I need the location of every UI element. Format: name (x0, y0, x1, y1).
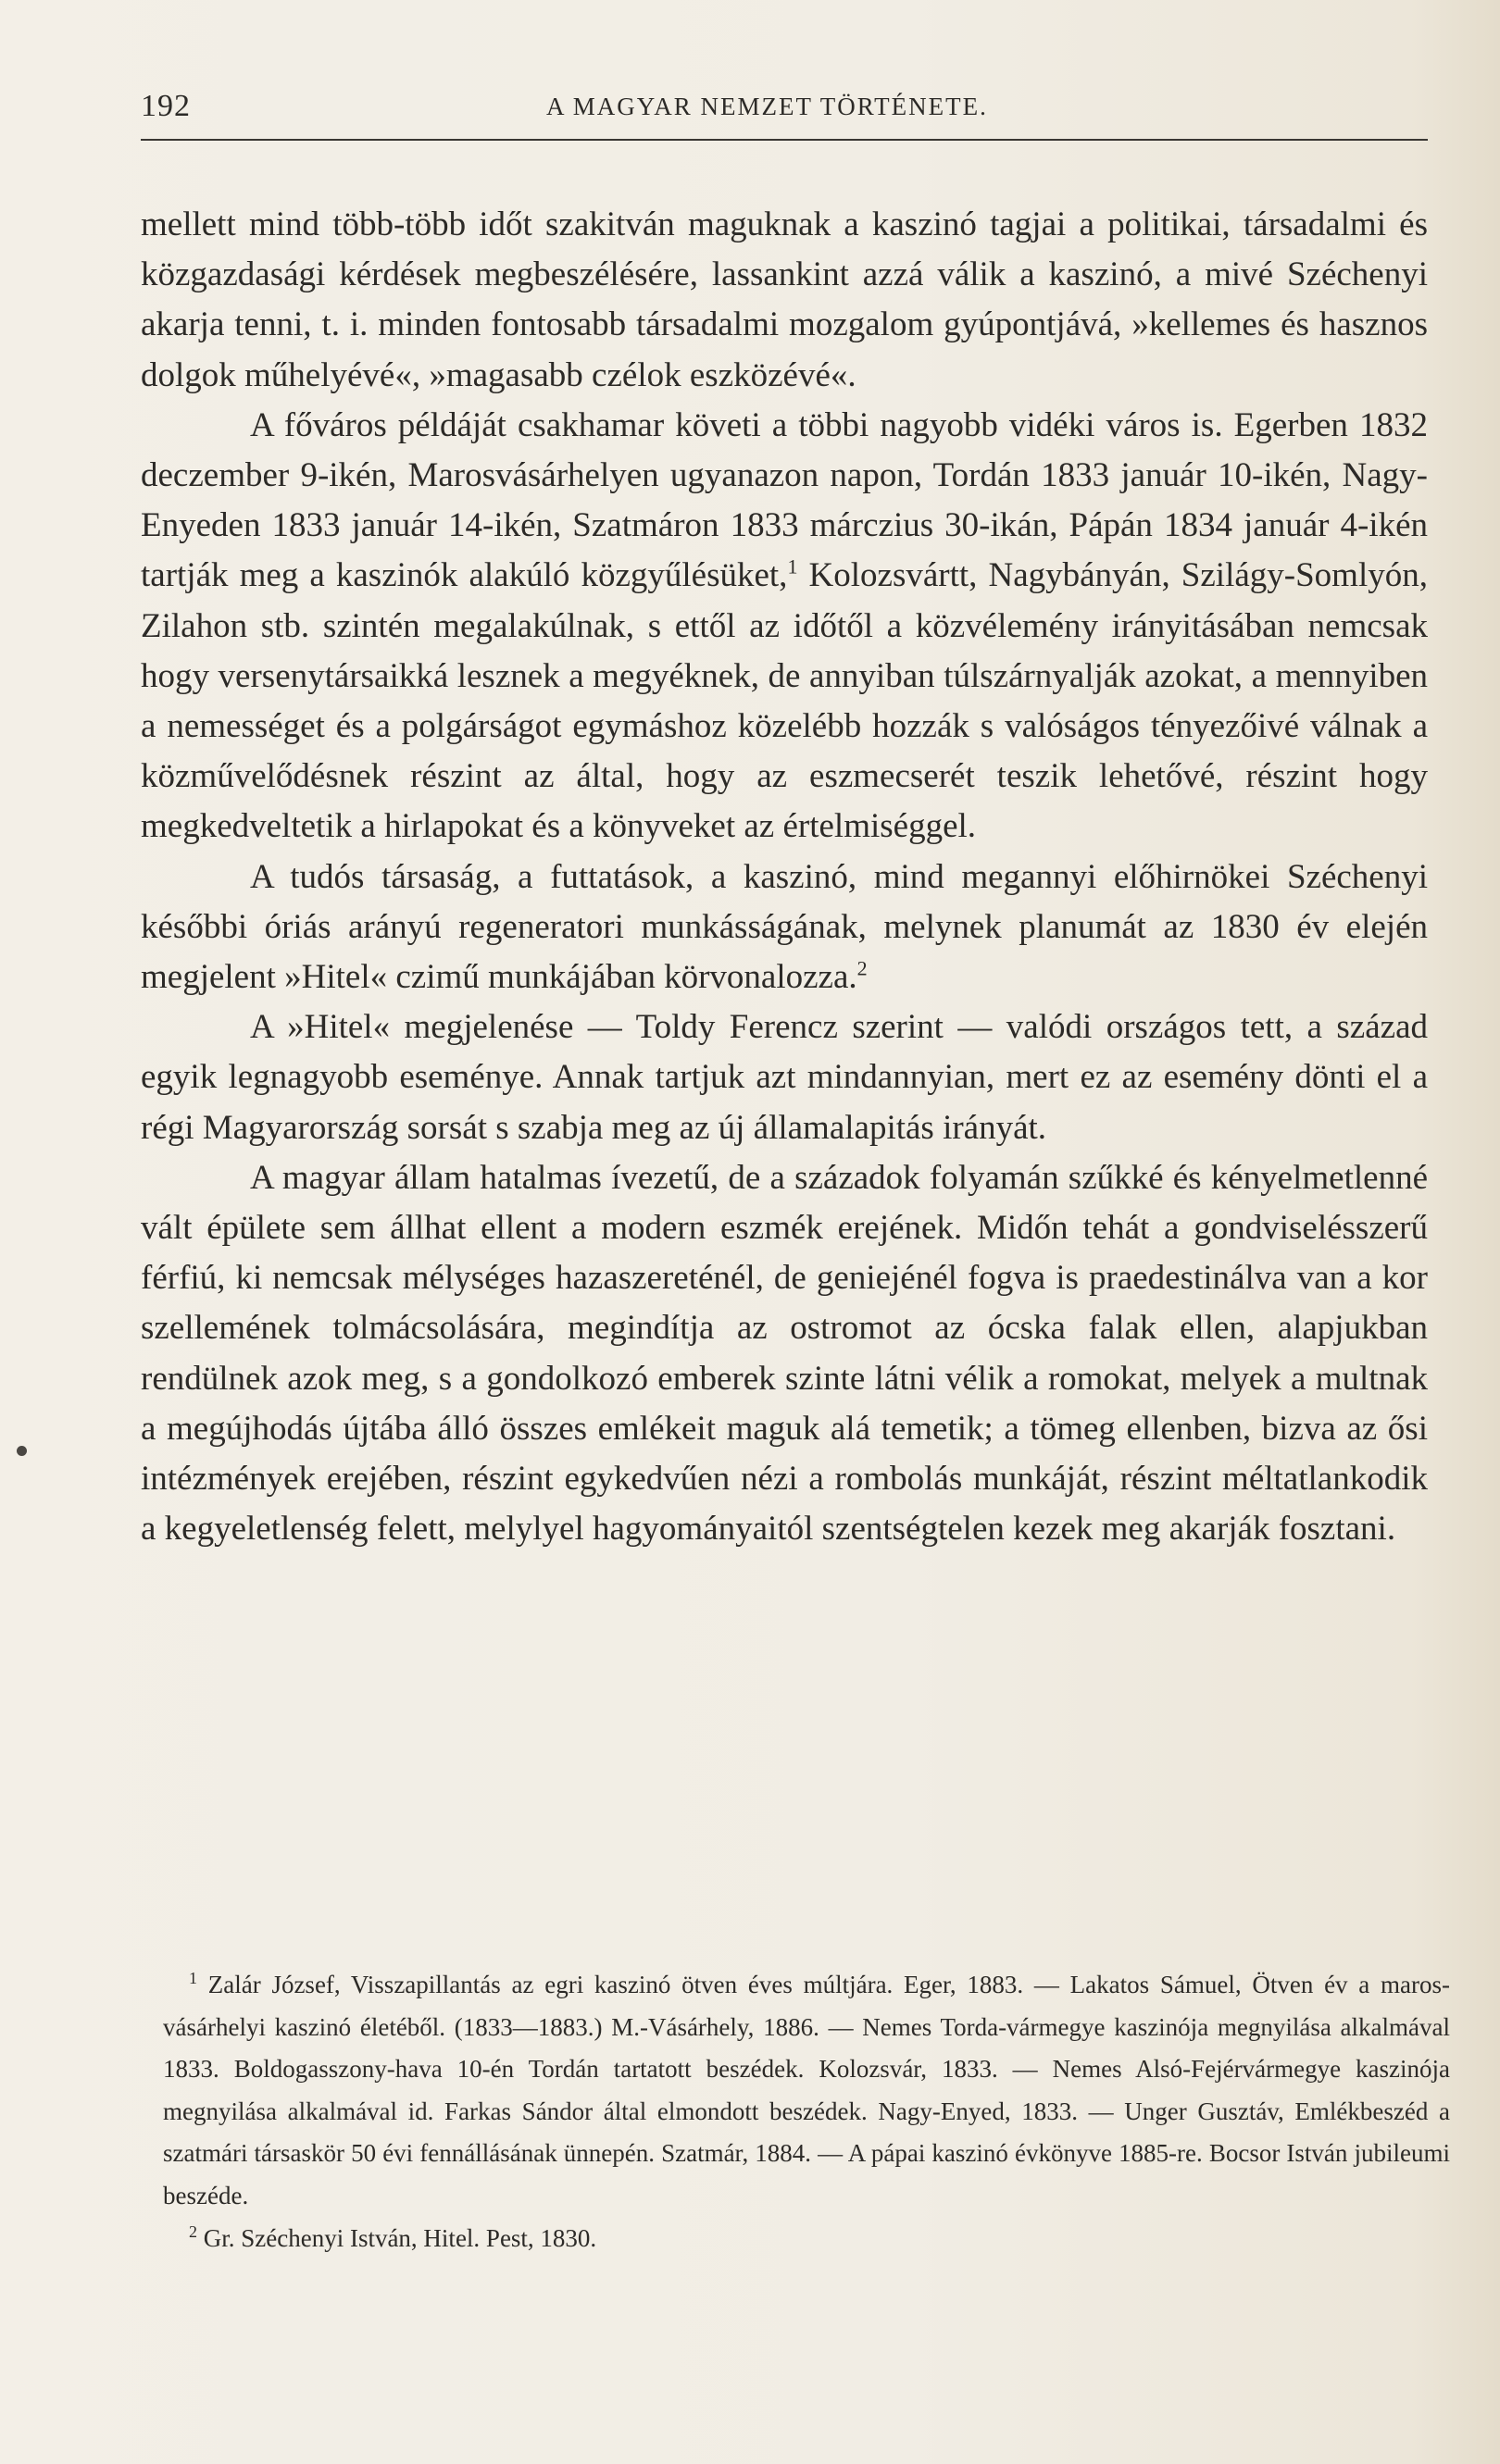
paragraph-4: A »Hitel« megjelenése — Toldy Ferencz szerint — valódi országos tett, a század egyik legnagyobb eseménye. Annak tartjuk azt mindannyian, mert ez az esemény dönti el a régi Magyarország sorsát s szabja meg az új államalapitás irányát. (141, 1008, 1428, 1147)
footnote-mark-2: 2 (189, 2221, 197, 2241)
paragraph-3 (141, 852, 1428, 1003)
paragraph-2 (141, 401, 1428, 852)
footnote-mark-1: 1 (189, 1969, 197, 1987)
footnote-2 (163, 2218, 1450, 2260)
paragraph-3-text: A tudós társaság, a futtatások, a kaszinó, mind megannyi előhirnökei Széchenyi későbbi óriás arányú regeneratori munkásságának, melynek planumát az 1830 év elején megjelent »Hitel« czimű munkájában körvonalozza. (141, 857, 1428, 997)
footnote-ref-1: 1 (787, 555, 798, 579)
footnote-ref-2: 2 (856, 956, 868, 980)
footnote-1 (163, 1964, 1450, 2218)
paragraph-1: mellett mind több-több időt szakitván maguknak a kaszinó tagjai a politikai, társadalmi és közgazdasági kérdések megbeszélésére, lassankint azzá válik a kaszinó, a mivé Széchenyi akarja tenni, t. i. minden fontosabb társadalmi mozgalom gyúpontjává, »kellemes és hasznos dolgok műhelyévé«, »magasabb czélok eszközévé«. (141, 205, 1428, 394)
footnotes (163, 1964, 1450, 2259)
page-number: 192 (141, 89, 191, 123)
running-head (141, 89, 1428, 133)
header-rule (141, 139, 1428, 141)
paragraph-5: A magyar állam hatalmas ívezetű, de a századok folyamán szűkké és kényelmetlenné vált épülete sem állhat ellent a modern eszmék erejének. Midőn tehát a gondviselésszerű férfiú, ki nemcsak mélységes hazaszereténél, de geniejénél fogva is praedestinálva van a kor szellemének tolmácsolására, megindítja az ostromot az ócska falak ellen, alapjukban rendülnek azok meg, s a gondolkozó emberek szinte látni vélik a romokat, melyek a multnak a megújhodás újtába álló összes emlékeit maguk alá temetik; a tömeg ellenben, bizva az ősi intézmények erejében, részint egykedvűen nézi a rombolás munkáját, részint méltatlankodik a kegyeletlenség felett, melylyel hagyományaitól szentségtelen kezek meg akarják fosztani. (141, 1158, 1428, 1549)
margin-ink-dot (17, 1446, 27, 1456)
footnote-1-text: Zalár József, Visszapillantás az egri kaszinó ötven éves múltjára. Eger, 1883. — Lakatos Sámuel, Ötven év a maros-vásárhelyi kaszinó életéből. (1833—1883.) M.-Vásárhely, 1886. — Nemes Torda-vármegye kaszinója megnyilása alkalmával 1833. Boldogasszony-hava 10-én Tordán tartatott beszédek. Kolozsvár, 1833. — Nemes Alsó-Fejérvármegye kaszinója megnyilása alkalmával id. Farkas Sándor által elmondott beszédek. Nagy-Enyed, 1833. — Unger Gusztáv, Emlékbeszéd a szatmári társaskör 50 évi fennállásának ünnepén. Szatmár, 1884. — A pápai kaszinó évkönyve 1885-re. Bocsor István jubileumi beszéde. (163, 1971, 1450, 2209)
body-text (141, 200, 1428, 1554)
footnote-2-text: Gr. Széchenyi István, Hitel. Pest, 1830. (203, 2223, 597, 2252)
running-title: A MAGYAR NEMZET TÖRTÉNETE. (546, 93, 988, 120)
paragraph-2-text: A főváros példáját csakhamar követi a többi nagyobb vidéki város is. Egerben 1832 deczember 9-ikén, Marosvásárhelyen ugyanazon napon, Tordán 1833 január 10-ikén, Nagy-Enyeden 1833 január 14-ikén, Szatmáron 1833 márczius 30-ikán, Pápán 1834 január 4-ikén tartják meg a kaszinók alakúló közgyűlésüket, (141, 405, 1428, 595)
paragraph-2-continued: Kolozsvártt, Nagybányán, Szilágy-Somlyón, Zilahon stb. szintén megalakúlnak, s ettől az időtől a közvélemény irányitásában nemcsak hogy versenytársaikká lesznek a megyéknek, de annyiban túlszárnyalják azokat, a mennyiben a nemességet és a polgárságot egymáshoz közelébb hozzák s valóságos tényezőivé válnak a közművelődésnek részint az által, hogy az eszmecserét teszik lehetővé, részint hogy megkedveltetik a hirlapokat és a könyveket az értelmiséggel. (141, 556, 1428, 846)
